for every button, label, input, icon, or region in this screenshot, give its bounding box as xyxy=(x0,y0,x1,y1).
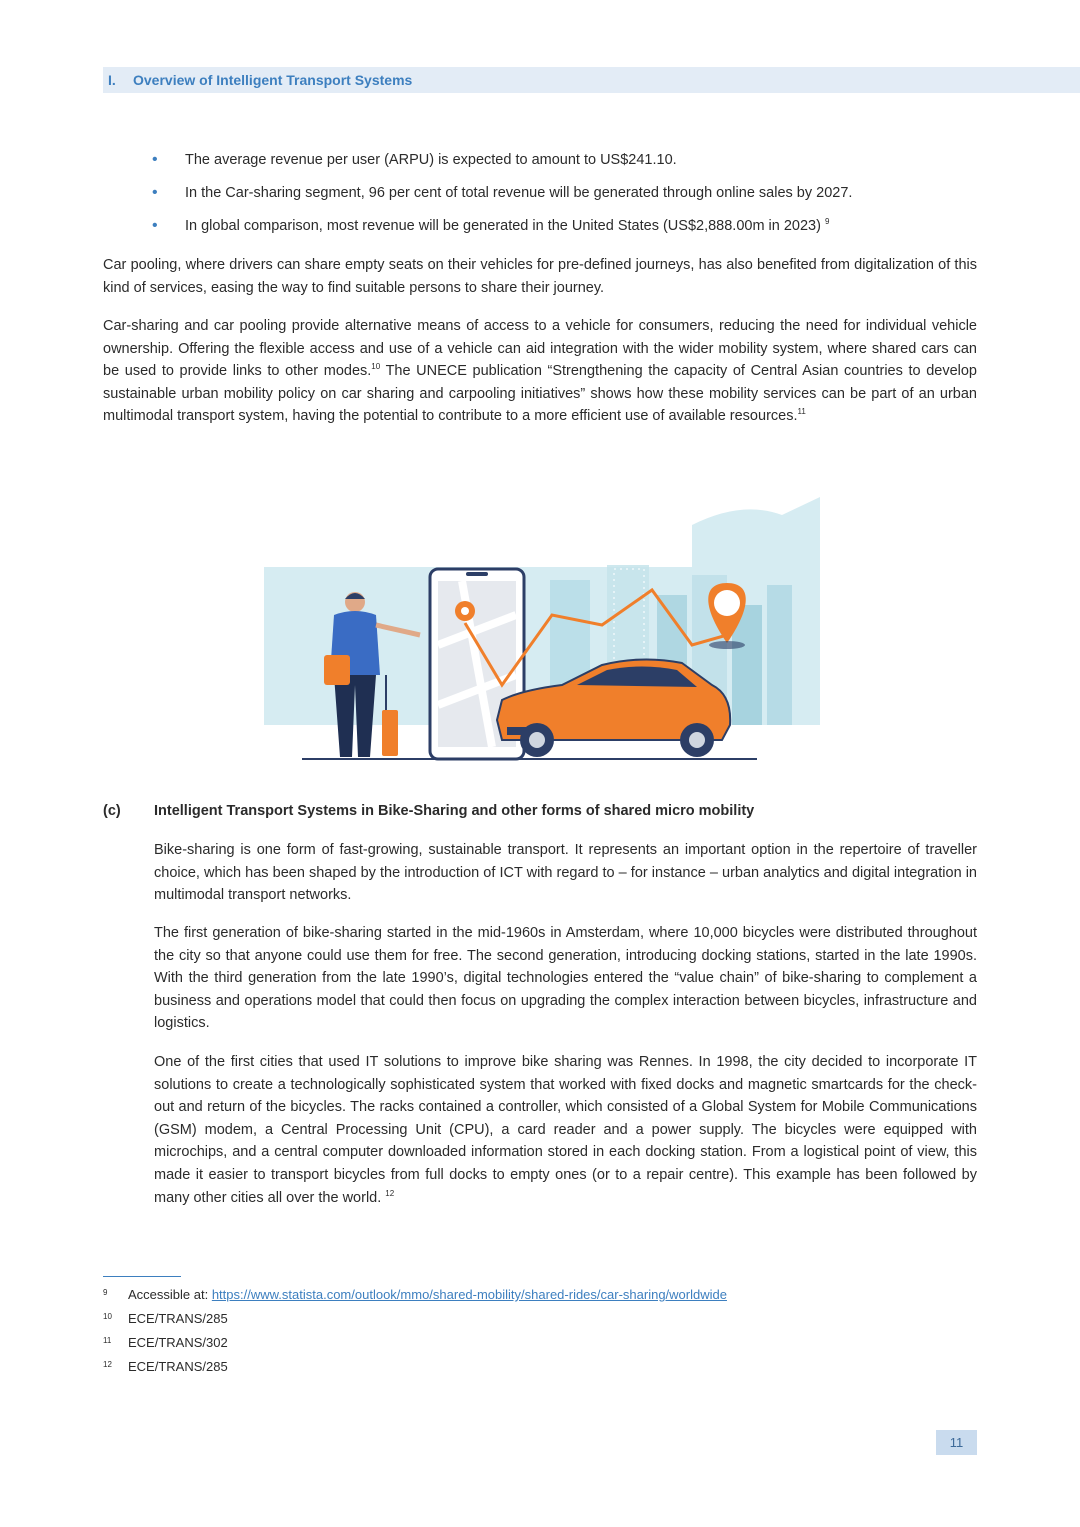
footnote-ref[interactable]: 12 xyxy=(385,1188,395,1198)
list-item xyxy=(150,150,980,170)
bullet-text: The average revenue per user (ARPU) is expected to amount to US$241.10. xyxy=(185,152,677,168)
footnote-number: 11 xyxy=(103,1336,112,1345)
page-number: 11 xyxy=(936,1430,977,1455)
paragraph-car-sharing xyxy=(103,315,977,428)
paragraph-text: The UNECE publication “Strengthening the capacity of Central Asian countries to develop sustainable urban mobility policy on car sharing and carpooling initiatives” shows how these mobility services can be part of an urban multimodal transport system, having the potential to contribute to a more efficient use of available resources. xyxy=(103,363,977,425)
footnote-text: ECE/TRANS/302 xyxy=(128,1335,228,1350)
bullet-text: In global comparison, most revenue will be generated in the United States (US$2,888.00m in 2023) xyxy=(185,218,821,234)
footnote-number: 12 xyxy=(103,1360,112,1369)
section-number: I. xyxy=(108,72,116,88)
bullet-icon: • xyxy=(152,217,158,234)
section-header-band xyxy=(103,67,1080,93)
list-item xyxy=(150,183,980,203)
paragraph-car-pooling: Car pooling, where drivers can share empty seats on their vehicles for pre-defined journeys, has also benefited from digitalization of this kind of services, easing the way to find suitable persons to share their journey. xyxy=(103,257,977,296)
paragraph-rennes xyxy=(154,1051,977,1209)
bullet-text: In the Car-sharing segment, 96 per cent of total revenue will be generated through online sales by 2027. xyxy=(185,185,853,201)
footnote-link[interactable]: https://www.statista.com/outlook/mmo/shared-mobility/shared-rides/car-sharing/worldwide xyxy=(211,1287,727,1302)
footnote-number: 9 xyxy=(103,1288,108,1297)
list-item xyxy=(150,216,980,236)
car-sharing-illustration xyxy=(262,495,822,765)
bullet-icon: • xyxy=(152,184,158,201)
footnote-text: ECE/TRANS/285 xyxy=(128,1359,228,1374)
paragraph-text: One of the first cities that used IT solutions to improve bike sharing was Rennes. In 1998, the city decided to incorporate IT solutions to create a technologically sophisticated system that worked with fixed docks and magnetic smartcards for the check-out and return of the bicycles. The racks contained a controller, which consisted of a Global System for Mobile Communications (GSM) modem, a Central Processing Unit (CPU), a card reader and a power supply. The bicycles were equipped with microchips, and a central computer downloaded information stored in each docking station. From a logistical point of view, this made it easier to transport bicycles from full docks to empty ones (or to a repair centre). This example has been followed by many other cities all over the world. xyxy=(154,1054,977,1206)
footnote-text: Accessible at: xyxy=(128,1287,212,1302)
subsection-label: (c) xyxy=(103,803,121,819)
paragraph-bike-sharing-generations: The first generation of bike-sharing started in the mid-1960s in Amsterdam, where 10,000 bicycles were distributed throughout the city so that anyone could use them for free. The second generation, introducing docking stations, started in the late 1990s. With the third generation from the late 1990’s, digital technologies entered the “value chain” of bike-sharing to complement a business and operations model that could then focus on upgrading the complex interaction between bicycles, infrastructure and logistics. xyxy=(154,925,977,1032)
paragraph-bike-sharing-intro: Bike-sharing is one form of fast-growing, sustainable transport. It represents an important option in the repertoire of traveller choice, which has been shaped by the introduction of ICT with regard to – for instance – urban analytics and digital integration in multimodal transport networks. xyxy=(154,842,977,904)
bullet-list xyxy=(150,150,980,249)
bullet-icon: • xyxy=(152,151,158,168)
subsection-title: Intelligent Transport Systems in Bike-Sharing and other forms of shared micro mobility xyxy=(154,803,755,819)
paragraph-text: Car-sharing and car pooling provide alternative means of access to a vehicle for consumers, reducing the need for individual vehicle ownership. Offering the flexible access and use of a vehicle can aid integration with the wider mobility system, where shared cars can be used to provide links to other modes. xyxy=(103,318,977,380)
footnote-divider xyxy=(103,1276,181,1277)
section-title: Overview of Intelligent Transport Systems xyxy=(133,72,413,88)
footnote-number: 10 xyxy=(103,1312,112,1321)
footnote-text: ECE/TRANS/285 xyxy=(128,1311,228,1326)
footnote-ref[interactable]: 11 xyxy=(797,407,806,417)
footnote-ref[interactable]: 9 xyxy=(825,217,830,227)
footnote-ref[interactable]: 10 xyxy=(371,362,381,372)
